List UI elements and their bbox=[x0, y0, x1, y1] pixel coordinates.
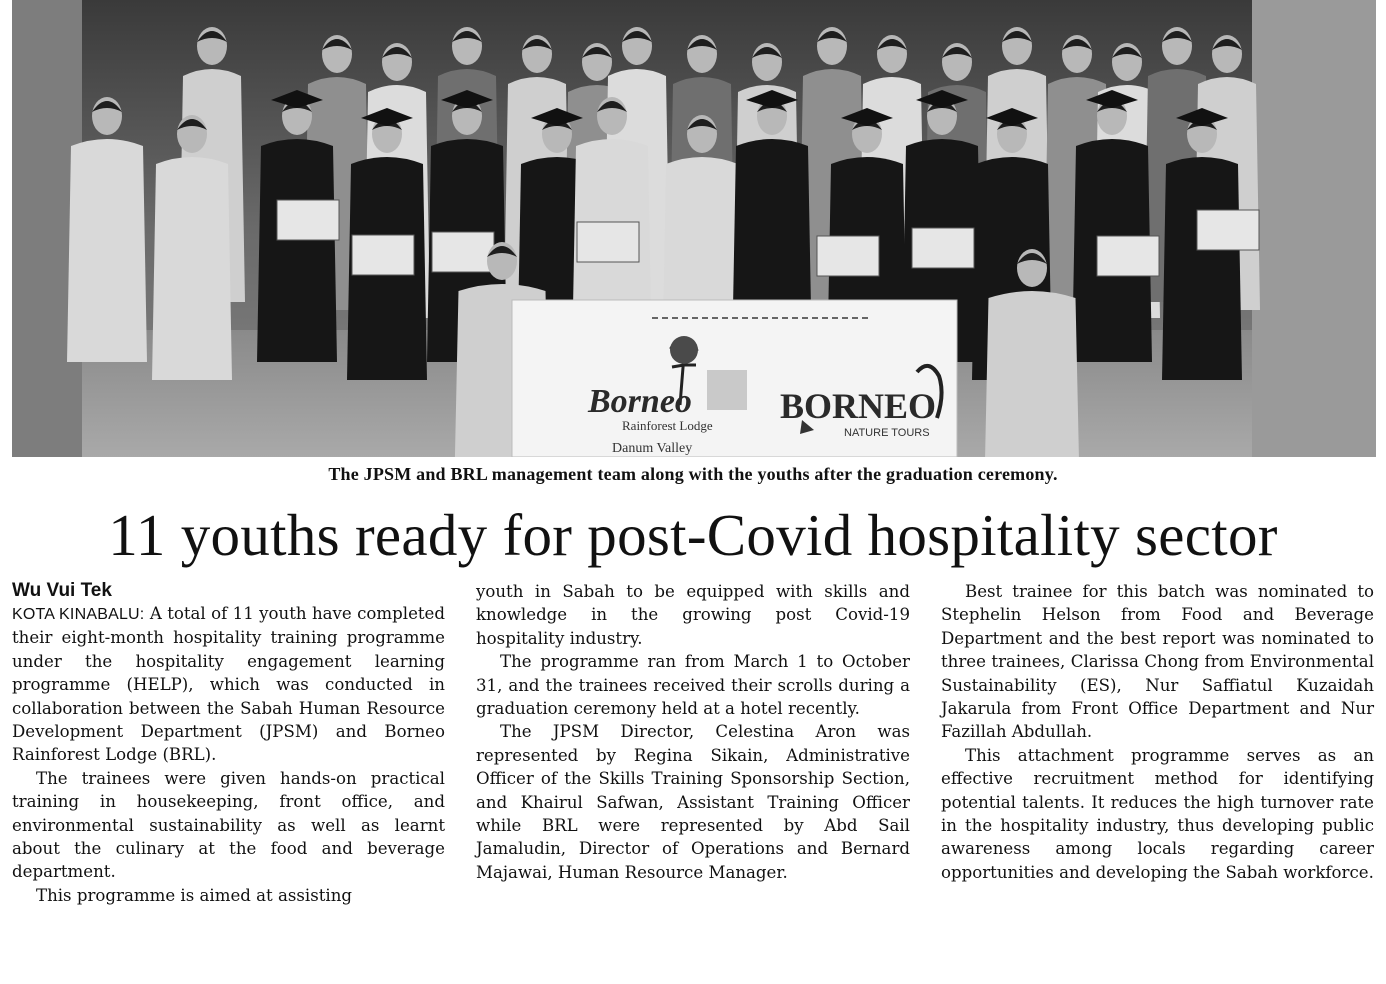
certificate-scroll bbox=[912, 228, 974, 268]
banner-logo-left-sub: Rainforest Lodge bbox=[622, 418, 713, 433]
banner-logo-right: BORNEO bbox=[780, 386, 937, 426]
certificate-scroll bbox=[352, 235, 414, 275]
certificate-scroll bbox=[1197, 210, 1259, 250]
article-paragraph: The trainees were given hands-on practical training in housekeeping, front office, and environmental sustainability as well as learnt about the culinary at the food and beverage department. bbox=[12, 768, 445, 882]
paragraph-text: A total of 11 youth have completed their eight-month hospitality training programme under the hospitality engagement learning programme (HELP), which was conducted in collaboration between the Sabah Human Resource Development Department (JPSM) and Borneo Rainforest Lodge (BRL). bbox=[12, 604, 446, 765]
article-paragraph: Best trainee for this batch was nominated to Stephelin Helson from Food and Beverage Department and the best report was nominated to three trainees, Clarissa Chong from Environmental Sustainability (ES), Nur Saffiatul Kuzaidah Jakarula from Front Office Department and Nur Fazillah Abdullah. bbox=[941, 582, 1374, 742]
dateline: KOTA KINABALU: bbox=[12, 606, 145, 623]
banner-logo-left: Borneo bbox=[588, 383, 692, 420]
certificate-scroll bbox=[1097, 236, 1159, 276]
photo-caption: The JPSM and BRL management team along with the youths after the graduation ceremony. bbox=[328, 464, 1058, 484]
news-photo bbox=[12, 0, 1376, 457]
article-paragraph: The programme ran from March 1 to October 31, and the trainees received their scrolls during a graduation ceremony held at a hotel recently. bbox=[476, 652, 910, 719]
certificate-scroll bbox=[817, 236, 879, 276]
article-paragraph: This attachment programme serves as an effective recruitment method for identifying potential talents. It reduces the high turnover rate in the hospitality industry, thus developing public awareness among locals regarding career opportunities and developing the Sabah workforce. bbox=[941, 745, 1374, 882]
article-column-3 bbox=[941, 580, 1374, 884]
graduation-banner bbox=[512, 300, 957, 457]
article-column-1 bbox=[12, 580, 445, 907]
certificate-scroll bbox=[432, 232, 494, 272]
banner-logo-right-sub: NATURE TOURS bbox=[844, 427, 930, 439]
article-paragraph: This programme is aimed at assisting bbox=[36, 885, 353, 905]
article-column-2 bbox=[476, 580, 910, 884]
certificate-scroll bbox=[577, 222, 639, 262]
article-paragraph bbox=[12, 602, 445, 767]
banner-logo-left-sub2: Danum Valley bbox=[612, 441, 693, 456]
article-paragraph: youth in Sabah to be equipped with skills and knowledge in the growing post Covid-19 hospitality industry. bbox=[476, 582, 910, 648]
certificate-scroll bbox=[277, 200, 339, 240]
byline: Wu Vui Tek bbox=[12, 580, 112, 601]
article-paragraph: The JPSM Director, Celestina Aron was represented by Regina Sikain, Administrative Officer of the Skills Training Sponsorship Section, and Khairul Safwan, Assistant Training Officer while BRL were represented by Abd Sail Jamaludin, Director of Operations and Bernard Majawai, Human Resource Manager. bbox=[476, 722, 910, 882]
headline: 11 youths ready for post-Covid hospitality sector bbox=[108, 502, 1278, 568]
